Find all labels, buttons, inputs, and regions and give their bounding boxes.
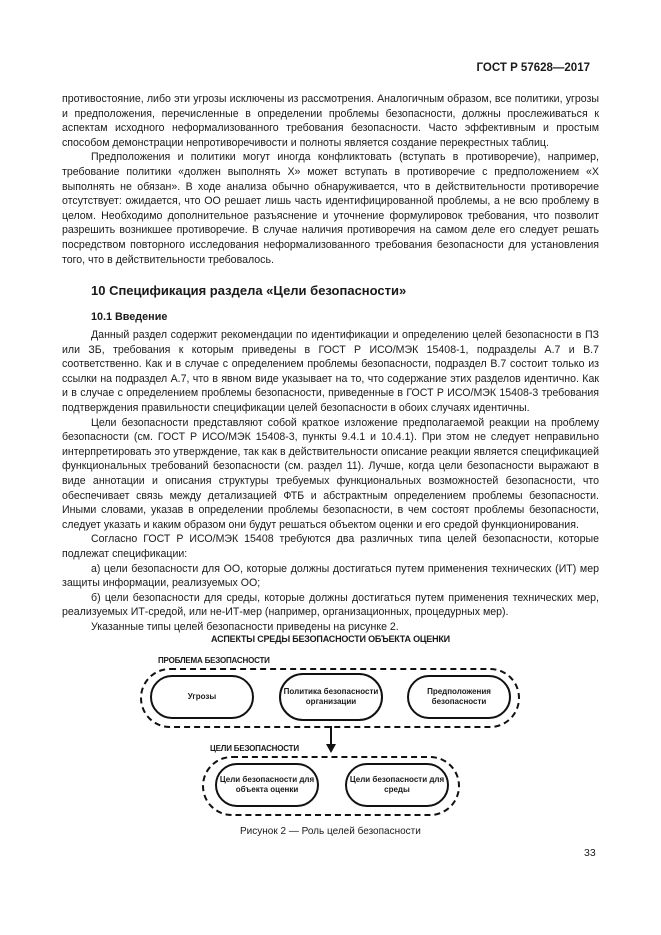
paragraph: Предположения и политики могут иногда конфликтовать (вступать в противоречие), например, требование политики «должен выполнять X» может вступать в противоречие с предположением «X выполнять не обязан». В ходе анализа обычно обнаруживается, что в действительности противоречие отсутствует: ожидается, что ОО решает лишь часть идентифицированной проблемы, а не всю проблему в целом. Необходимо дополнительное разъяснение и уточнение формулировок требования, что позволит разрешить возникшее противоречие. В случае наличия противоречия на самом деле его следует решать посредством повторного исследования неформализованного требования безопасности для установления того, что в действительности требовалось. (62, 151, 599, 266)
body-text-top (62, 92, 599, 267)
org-policy-box: Политика безопасности организации (279, 673, 383, 721)
paragraph: Данный раздел содержит рекомендации по идентификации и определению целей безопасности в ПЗ или ЗБ, требования к которым приведены в ГОСТ Р ИСО/МЭК 15408-1, подразделы А.7 и В.7 соответственно. Как и в случае с определением проблемы безопасности, подраздел В.7 состоит только из ссылки на подраздел А.7, что в явном виде указывает на то, что содержание этих разделов идентично. Как и в случае с определением проблемы безопасности, приведенные в ГОСТ Р ИСО/МЭК 15408-3 требования подтверждения правильности спецификации целей безопасности в обоих случаях идентичны. (62, 329, 599, 414)
paragraph: Согласно ГОСТ Р ИСО/МЭК 15408 требуются два различных типа целей безопасности, которые подлежат спецификации: (62, 533, 599, 560)
body-text-section (62, 328, 599, 634)
objectives-group-label: ЦЕЛИ БЕЗОПАСНОСТИ (210, 744, 299, 753)
problem-group-label: ПРОБЛЕМА БЕЗОПАСНОСТИ (158, 656, 270, 665)
assumptions-box: Предположения безопасности (407, 675, 511, 719)
figure-title: АСПЕКТЫ СРЕДЫ БЕЗОПАСНОСТИ ОБЪЕКТА ОЦЕНКИ (211, 634, 450, 644)
threats-box: Угрозы (150, 675, 254, 719)
list-item: а) цели безопасности для ОО, которые должны достигаться путем применения технических (ИТ) мер защиты информации, реализуемых ОО; (62, 562, 599, 590)
arrow-down-icon (326, 744, 336, 753)
env-objectives-box: Цели безопасности для среды (345, 763, 449, 807)
document-id-header: ГОСТ Р 57628—2017 (476, 62, 590, 74)
arrow-line (330, 726, 332, 746)
list-item: б) цели безопасности для среды, которые должны достигаться путем применения технических мер, реализуемых ИТ-средой, или не-ИТ-мер (например, организационных, процедурных мер). (62, 591, 599, 619)
paragraph: противостояние, либо эти угрозы исключены из рассмотрения. Аналогичным образом, все политики, угрозы и предположения, перечисленные в определении проблемы безопасности, должны прослеживаться к аспектам исходного неформализованного требования безопасности. Часто эффективным и простым способом демонстрации непротиворечивости и полноты является создание перекрестных таблиц. (62, 93, 599, 149)
paragraph: Указанные типы целей безопасности приведены на рисунке 2. (91, 620, 399, 633)
toe-objectives-box: Цели безопасности для объекта оценки (215, 763, 319, 807)
subsection-title: 10.1 Введение (91, 311, 168, 323)
figure-caption: Рисунок 2 — Роль целей безопасности (240, 826, 421, 837)
page-number: 33 (584, 847, 596, 859)
section-title: 10 Спецификация раздела «Цели безопасности» (91, 283, 407, 298)
paragraph: Цели безопасности представляют собой краткое изложение предполагаемой реакции на проблему безопасности (см. ГОСТ Р ИСО/МЭК 15408-3, пункты 9.4.1 и 10.4.1). При этом не следует неправильно интерпретировать это утверждение, так как в действительности описание реакции является спецификацией функциональных требований безопасности (см. раздел 11). Лучше, когда цели безопасности выражают в виде аннотации и описания структуры требуемых функциональных возможностей безопасности, что обеспечивает связь между детализацией ФТБ и абстрактным определением проблемы безопасности. Иными словами, указав в определении проблемы безопасности, в чем состоят проблемы безопасности, следует указать и каким образом они будут решаться объектом оценки и его средой функционирования. (62, 416, 599, 531)
